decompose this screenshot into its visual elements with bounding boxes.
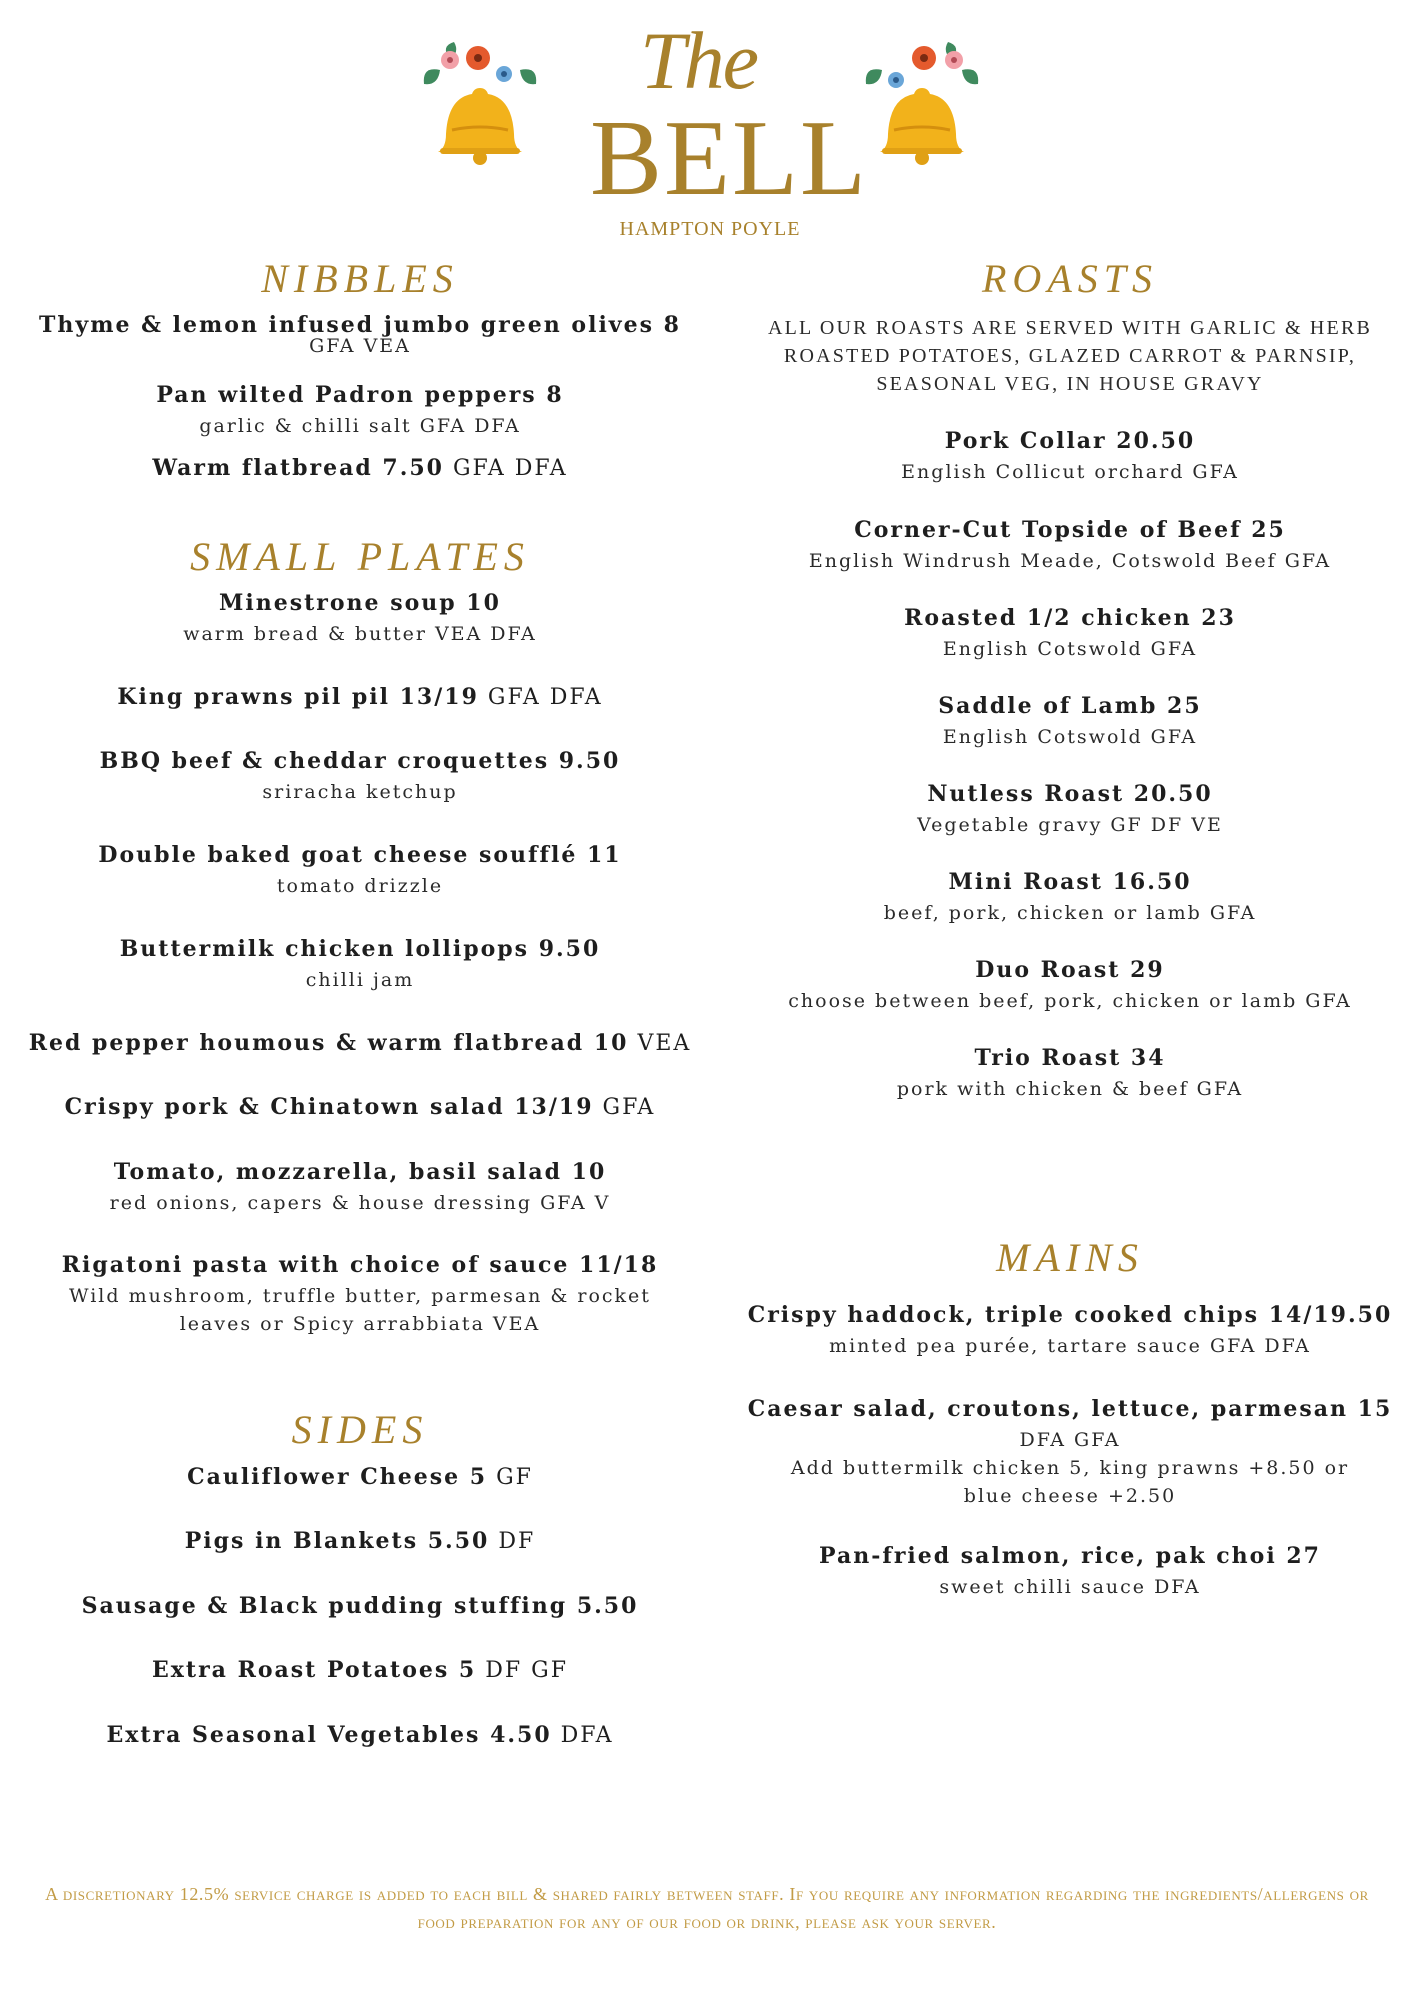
item-name: Buttermilk chicken lollipops 9.50 <box>119 936 601 962</box>
menu-item <box>740 1396 1400 1510</box>
menu-item <box>20 1722 700 1748</box>
section-title-mains: MAINS <box>996 1235 1144 1280</box>
item-name: BBQ beef & cheddar croquettes 9.50 <box>99 748 621 774</box>
menu-item <box>20 1030 700 1056</box>
item-desc: English Windrush Meade, Cotswold Beef GFA <box>808 550 1332 572</box>
item-name-text: Red pepper houmous & warm flatbread 10 <box>28 1030 629 1056</box>
item-desc: Vegetable gravy GF DF VE <box>917 814 1223 836</box>
item-desc: GFA VEA <box>309 335 411 357</box>
item-desc: warm bread & butter VEA DFA <box>183 623 537 645</box>
item-name-text: King prawns pil pil 13/19 <box>117 684 479 710</box>
item-name: Minestrone soup 10 <box>219 590 501 616</box>
menu-item <box>740 1302 1400 1360</box>
item-tags: GF <box>487 1465 533 1490</box>
item-name-text: Sausage & Black pudding stuffing 5.50 <box>81 1593 639 1619</box>
service-charge-note: A discretionary 12.5% service charge is added to each bill & shared fairly between staff. If you require any information regarding the ingredients/allergens or food preparation for any of our food or drink, please ask your server. <box>45 1884 1369 1932</box>
item-desc: sweet chilli sauce DFA <box>939 1576 1201 1598</box>
menu-item <box>740 428 1400 486</box>
section-title-nibbles: NIBBLES <box>261 256 459 301</box>
menu-item <box>740 1045 1400 1103</box>
menu-item <box>20 1159 700 1217</box>
menu-item <box>20 684 700 710</box>
item-desc: English Cotswold GFA <box>942 726 1198 748</box>
item-name <box>20 1094 700 1120</box>
item-name <box>20 1030 700 1056</box>
item-desc: tomato drizzle <box>276 875 444 897</box>
item-tags: DF <box>489 1529 536 1554</box>
menu-item <box>20 1657 700 1683</box>
item-name: Double baked goat cheese soufflé 11 <box>98 842 622 868</box>
item-name: Duo Roast 29 <box>975 957 1165 983</box>
menu-item <box>20 1252 700 1338</box>
logo-the: The <box>640 15 757 106</box>
item-name-text: Warm flatbread 7.50 <box>152 455 444 481</box>
item-desc: beef, pork, chicken or lamb GFA <box>883 902 1257 924</box>
menu-item <box>740 1543 1400 1601</box>
item-name: Corner-Cut Topside of Beef 25 <box>854 517 1286 543</box>
item-name: Nutless Roast 20.50 <box>927 781 1213 807</box>
item-tags: DFA <box>551 1723 614 1748</box>
menu-item <box>20 312 700 360</box>
item-name: Roasted 1/2 chicken 23 <box>904 605 1236 631</box>
item-tags: DF GF <box>476 1658 568 1683</box>
item-desc: Wild mushroom, truffle butter, parmesan & rocket leaves or Spicy arrabbiata VEA <box>69 1285 651 1335</box>
item-desc: minted pea purée, tartare sauce GFA DFA <box>829 1335 1311 1357</box>
item-desc: DFA GFA <box>1019 1429 1121 1451</box>
item-name: Trio Roast 34 <box>974 1045 1166 1071</box>
item-name: Crispy haddock, triple cooked chips 14/19.50 <box>747 1302 1393 1328</box>
item-desc: pork with chicken & beef GFA <box>896 1078 1244 1100</box>
menu-item <box>20 936 700 994</box>
menu-item <box>740 869 1400 927</box>
item-name: Pan wilted Padron peppers 8 <box>156 382 564 408</box>
section-title-small-plates: SMALL PLATES <box>190 534 530 579</box>
item-name-text: Extra Roast Potatoes 5 <box>152 1657 477 1683</box>
item-name: Rigatoni pasta with choice of sauce 11/18 <box>61 1252 659 1278</box>
menu-item <box>20 1464 700 1490</box>
item-desc: garlic & chilli salt GFA DFA <box>199 415 521 437</box>
menu-item <box>20 455 700 481</box>
menu-item <box>740 781 1400 839</box>
item-name <box>20 684 700 710</box>
left-column <box>20 0 700 1800</box>
section-title-sides: SIDES <box>291 1407 429 1452</box>
menu-item <box>20 1593 700 1619</box>
menu-item <box>20 382 700 440</box>
item-name: Saddle of Lamb 25 <box>938 693 1202 719</box>
item-desc: sriracha ketchup <box>262 781 458 803</box>
menu-item <box>20 748 700 806</box>
item-name: Pan-fried salmon, rice, pak choi 27 <box>819 1543 1321 1569</box>
menu-item <box>20 590 700 648</box>
item-name: Pork Collar 20.50 <box>944 428 1196 454</box>
logo-name: BELL <box>590 99 868 218</box>
item-name <box>20 455 700 481</box>
roasts-note: ALL OUR ROASTS ARE SERVED WITH GARLIC & HERB ROASTED POTATOES, GLAZED CARROT & PARNSIP, SEASONAL VEG, IN HOUSE GRAVY <box>767 317 1373 395</box>
item-desc: English Collicut orchard GFA <box>901 461 1239 483</box>
item-name: Caesar salad, croutons, lettuce, parmesan 15 <box>747 1396 1393 1422</box>
item-tags: VEA <box>628 1031 692 1056</box>
item-desc: chilli jam <box>305 969 415 991</box>
item-name-text: Crispy pork & Chinatown salad 13/19 <box>64 1094 594 1120</box>
item-tags: GFA DFA <box>443 456 568 481</box>
item-name: Tomato, mozzarella, basil salad 10 <box>113 1159 607 1185</box>
item-desc: English Cotswold GFA <box>942 638 1198 660</box>
menu-item <box>740 693 1400 751</box>
menu-item <box>740 517 1400 575</box>
item-name-text: Pigs in Blankets 5.50 <box>184 1528 490 1554</box>
item-name: Mini Roast 16.50 <box>948 869 1192 895</box>
item-name-text: Extra Seasonal Vegetables 4.50 <box>106 1722 552 1748</box>
menu-item <box>20 1528 700 1554</box>
item-desc: choose between beef, pork, chicken or lamb GFA <box>788 990 1352 1012</box>
menu-item <box>740 605 1400 663</box>
menu-item <box>20 842 700 900</box>
item-tags: GFA DFA <box>478 685 603 710</box>
right-column <box>740 0 1400 1800</box>
menu-item <box>20 1094 700 1120</box>
logo-location: HAMPTON POYLE <box>619 218 801 240</box>
item-name: Thyme & lemon infused jumbo green olives 8 <box>39 312 681 338</box>
item-tags: GFA <box>593 1095 656 1120</box>
item-desc-extra: Add buttermilk chicken 5, king prawns +8.50 or blue cheese +2.50 <box>790 1457 1350 1507</box>
item-desc: red onions, capers & house dressing GFA V <box>109 1192 611 1214</box>
section-title-roasts: ROASTS <box>982 256 1158 301</box>
item-name-text: Cauliflower Cheese 5 <box>187 1464 488 1490</box>
menu-item <box>740 957 1400 1015</box>
